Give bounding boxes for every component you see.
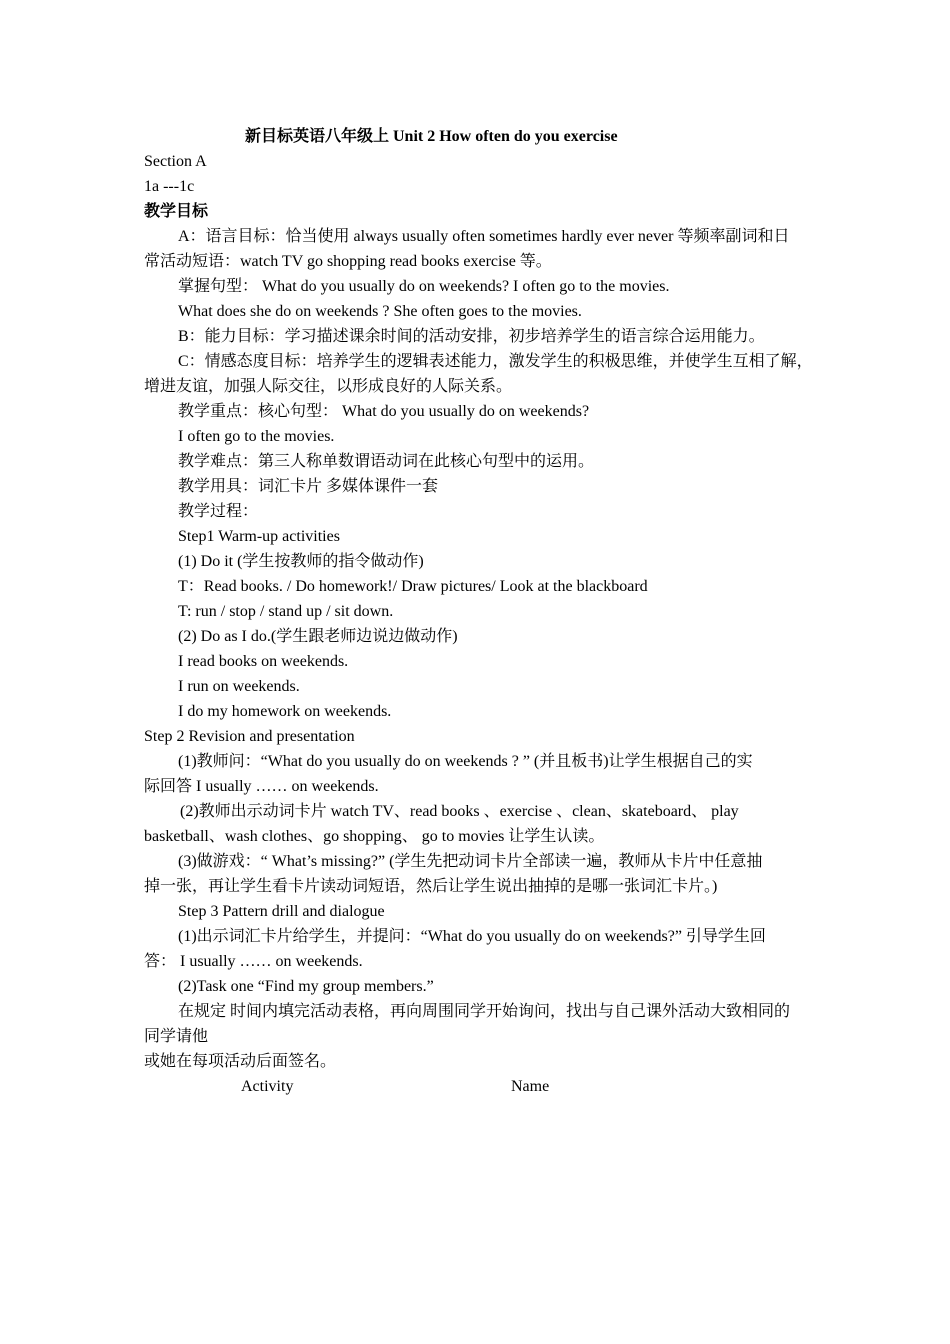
step1-item1: (1) Do it (学生按教师的指令做动作) [178,553,424,570]
step1-item1-b: T: run / stop / stand up / sit down. [178,603,394,620]
goal-b: B：能力目标：学习描述课余时间的活动安排，初步培养学生的语言综合运用能力。 [178,328,765,345]
step1-item2: (2) Do as I do.(学生跟老师边说边做动作) [178,628,458,645]
step1-item2-b: I run on weekends. [178,678,300,695]
process-heading: 教学过程： [178,503,259,520]
sentence-pattern: 掌握句型： What do you usually do on weekends? I often go to the movies. [178,278,670,295]
step3-item2-desc-line-1: 在规定 时间内填完活动表格，再向周围同学开始询问，找出与自己课外活动大致相同的 [178,1003,791,1020]
step1-item2-a: I read books on weekends. [178,653,349,670]
step2-item3-line-1: (3)做游戏：“ What’s missing?” (学生先把动词卡片全部读一遍，教师从卡片中任意抽 [178,853,763,870]
step2-item3-line-2: 掉一张，再让学生看卡片读动词短语，然后让学生说出抽掉的是哪一张词汇卡片。) [144,878,718,895]
section-label: Section A [144,153,207,170]
step3-item1-line-2: 答： I usually …… on weekends. [144,953,363,970]
table-col-name: Name [511,1078,550,1095]
tools: 教学用具：词汇卡片 多媒体课件一套 [178,478,439,495]
step2-item1-line-1: (1)教师问：“What do you usually do on weekends ? ” (并且板书)让学生根据自己的实 [178,753,753,770]
step1-item2-c: I do my homework on weekends. [178,703,392,720]
goals-heading: 教学目标 [144,203,209,220]
step2-item2-line-1: (2)教师出示动词卡片 watch TV、read books 、exercise 、clean、skateboard、 play [180,803,739,820]
step3-item1-line-1: (1)出示词汇卡片给学生，并提问：“What do you usually do on weekends?” 引导学生回 [178,928,766,945]
step1-item1-a: T：Read books. / Do homework!/ Draw pictures/ Look at the blackboard [178,578,648,595]
part-label: 1a ---1c [144,178,195,195]
step2-item1-line-2: 际回答 I usually …… on weekends. [144,778,379,795]
table-col-activity: Activity [241,1078,294,1095]
activity-table-header [144,1074,809,1099]
document-title: 新目标英语八年级上 Unit 2 How often do you exercise [245,128,618,145]
difficulty: 教学难点：第三人称单数谓语动词在此核心句型中的运用。 [178,453,595,470]
key-point: 教学重点：核心句型： What do you usually do on weekends? [178,403,590,420]
step3-item2-desc-line-2: 同学请他 [144,1028,209,1045]
step2-heading: Step 2 Revision and presentation [144,728,355,745]
goal-a-line-2: 常活动短语：watch TV go shopping read books exercise 等。 [144,253,552,270]
step3-item2-desc-line-3: 或她在每项活动后面签名。 [144,1053,337,1070]
step3-item2: (2)Task one “Find my group members.” [178,978,434,995]
goal-a-line-1: A：语言目标：恰当使用 always usually often sometimes hardly ever never 等频率副词和日 [178,228,790,245]
document-body [144,124,813,1099]
key-point-answer: I often go to the movies. [178,428,335,445]
step2-item2-line-2: basketball、wash clothes、go shopping、 go to movies 让学生认读。 [144,828,605,845]
goal-c-line-1: C：情感态度目标：培养学生的逻辑表述能力，激发学生的积极思维，并使学生互相了解， [178,353,813,370]
goal-c-line-2: 增进友谊，加强人际交往，以形成良好的人际关系。 [144,378,513,395]
step1-heading: Step1 Warm-up activities [178,528,340,545]
sentence-pattern-2: What does she do on weekends ? She often goes to the movies. [178,303,582,320]
step3-heading: Step 3 Pattern drill and dialogue [178,903,385,920]
